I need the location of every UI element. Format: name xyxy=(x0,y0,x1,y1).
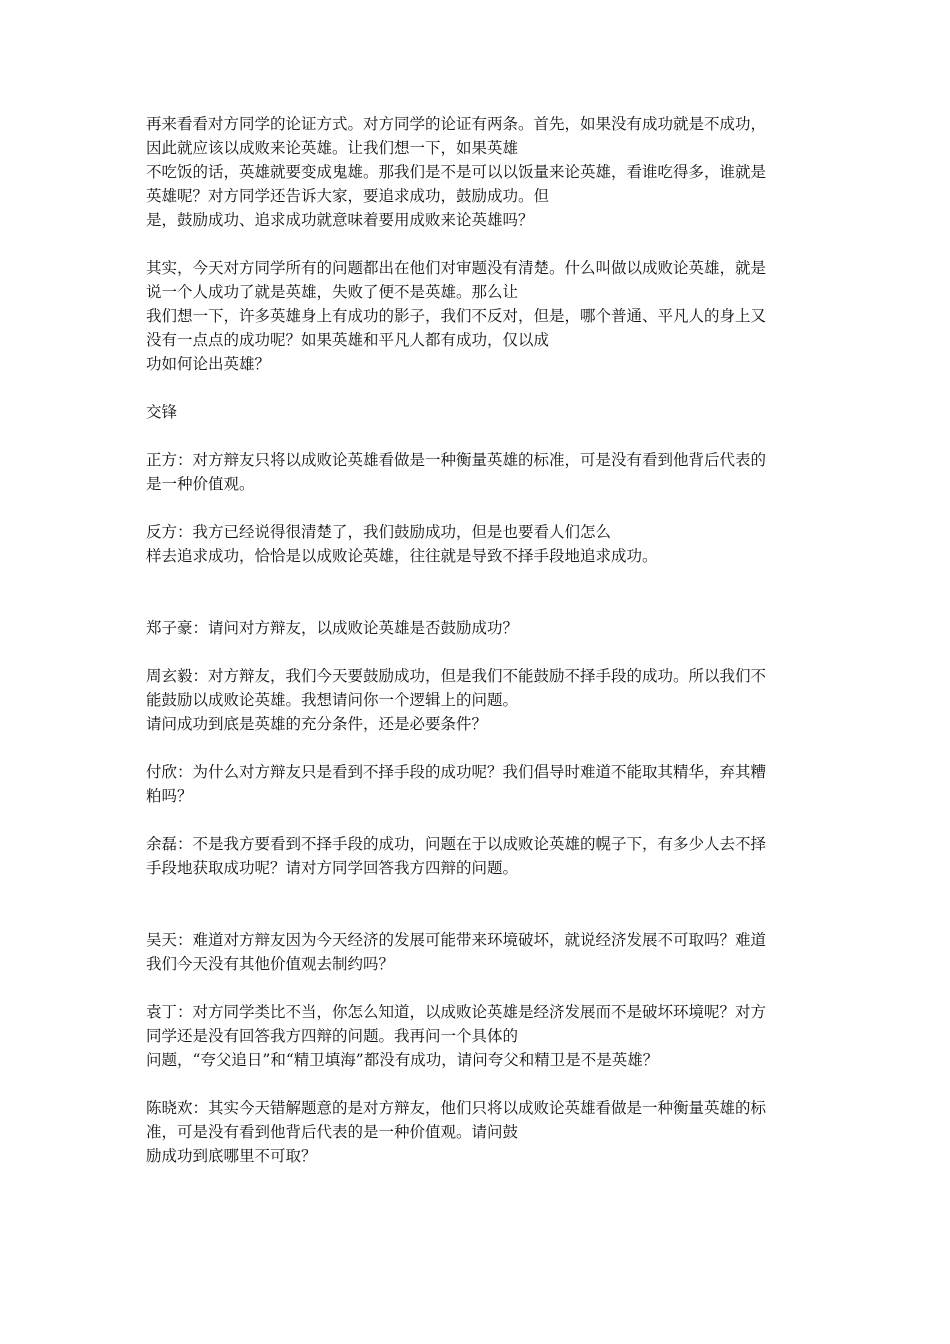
paragraph-1 xyxy=(146,112,810,232)
paragraph-7 xyxy=(146,760,810,808)
paragraph-5 xyxy=(146,616,810,640)
paragraph-3 xyxy=(146,448,810,496)
paragraph-4 xyxy=(146,520,810,568)
paragraph-10 xyxy=(146,1000,810,1072)
text-line: 是，鼓励成功、追求成功就意味着要用成败来论英雄吗？ xyxy=(146,211,534,229)
text-line: 陈晓欢：其实今天错解题意的是对方辩友，他们只将以成败论英雄看做是一种衡量英雄的标 xyxy=(146,1099,767,1117)
text-line: 付欣：为什么对方辩友只是看到不择手段的成功呢？我们倡导时难道不能取其精华，弃其糟 xyxy=(146,763,767,781)
heading-text: 交锋 xyxy=(146,403,178,421)
paragraph-9 xyxy=(146,928,810,976)
text-line: 手段地获取成功呢？请对方同学回答我方四辩的问题。 xyxy=(146,859,519,877)
paragraph-8 xyxy=(146,832,810,880)
text-line: 说一个人成功了就是英雄，失败了便不是英雄。那么让 xyxy=(146,283,519,301)
text-line: 是一种价值观。 xyxy=(146,475,255,493)
text-line: 没有一点点的成功呢？如果英雄和平凡人都有成功，仅以成 xyxy=(146,331,550,349)
text-line: 我们今天没有其他价值观去制约吗？ xyxy=(146,955,395,973)
text-line: 准，可是没有看到他背后代表的是一种价值观。请问鼓 xyxy=(146,1123,519,1141)
text-line: 能鼓励以成败论英雄。我想请问你一个逻辑上的问题。 xyxy=(146,691,519,709)
text-line: 周玄毅：对方辩友，我们今天要鼓励成功，但是我们不能鼓励不择手段的成功。所以我们不 xyxy=(146,667,767,685)
text-line: 请问成功到底是英雄的充分条件，还是必要条件？ xyxy=(146,715,488,733)
text-line: 粕吗？ xyxy=(146,787,193,805)
text-line: 我们想一下，许多英雄身上有成功的影子，我们不反对，但是，哪个普通、平凡人的身上又 xyxy=(146,307,767,325)
text-line: 励成功到底哪里不可取？ xyxy=(146,1147,317,1165)
text-line: 样去追求成功，恰恰是以成败论英雄，往往就是导致不择手段地追求成功。 xyxy=(146,547,658,565)
document-body xyxy=(146,112,810,1168)
text-line: 余磊：不是我方要看到不择手段的成功，问题在于以成败论英雄的幌子下，有多少人去不择 xyxy=(146,835,767,853)
paragraph-11 xyxy=(146,1096,810,1168)
text-line: 袁丁：对方同学类比不当，你怎么知道，以成败论英雄是经济发展而不是破坏环境呢？对方 xyxy=(146,1003,767,1021)
text-line: 反方：我方已经说得很清楚了，我们鼓励成功，但是也要看人们怎么 xyxy=(146,523,612,541)
text-line: 吴天：难道对方辩友因为今天经济的发展可能带来环境破坏，就说经济发展不可取吗？难道 xyxy=(146,931,767,949)
text-line: 郑子豪：请问对方辩友，以成败论英雄是否鼓励成功？ xyxy=(146,619,519,637)
text-line: 功如何论出英雄？ xyxy=(146,355,271,373)
text-line: 英雄呢？对方同学还告诉大家，要追求成功，鼓励成功。但 xyxy=(146,187,550,205)
text-line: 其实，今天对方同学所有的问题都出在他们对审题没有清楚。什么叫做以成败论英雄，就是 xyxy=(146,259,767,277)
text-line: 正方：对方辩友只将以成败论英雄看做是一种衡量英雄的标准，可是没有看到他背后代表的 xyxy=(146,451,767,469)
text-line: 同学还是没有回答我方四辩的问题。我再问一个具体的 xyxy=(146,1027,519,1045)
text-line: 因此就应该以成败来论英雄。让我们想一下，如果英雄 xyxy=(146,139,519,157)
section-heading xyxy=(146,400,810,424)
paragraph-6 xyxy=(146,664,810,736)
text-line: 不吃饭的话，英雄就要变成鬼雄。那我们是不是可以以饭量来论英雄，看谁吃得多，谁就是 xyxy=(146,163,767,181)
text-line: 问题，“夸父追日”和“精卫填海”都没有成功，请问夸父和精卫是不是英雄？ xyxy=(146,1051,659,1069)
text-line: 再来看看对方同学的论证方式。对方同学的论证有两条。首先，如果没有成功就是不成功， xyxy=(146,115,767,133)
paragraph-2 xyxy=(146,256,810,376)
